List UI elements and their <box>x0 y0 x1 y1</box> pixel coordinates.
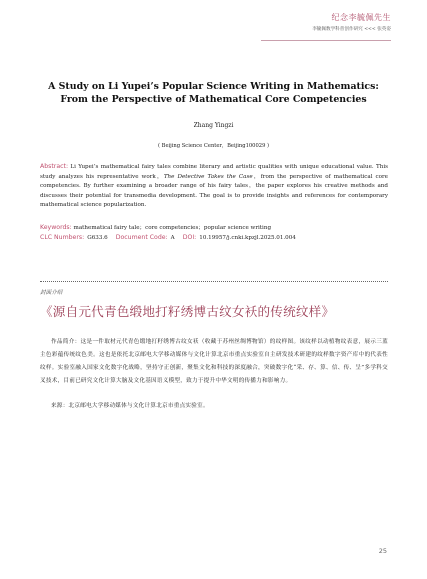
cover-artwork-title: 《源自元代青色缎地打籽绣博古纹女袄的传统纹样》 <box>40 304 335 319</box>
keywords-label: Keywords: <box>40 224 72 231</box>
running-header <box>312 12 391 32</box>
page-number: 25 <box>378 547 387 555</box>
keywords-text: mathematical fairy tale；core competencies；popular science writing <box>71 225 272 231</box>
dotted-divider <box>40 281 388 282</box>
author-name: Zhang Yingzi <box>193 122 234 129</box>
document-code-label: Document Code: <box>115 234 168 241</box>
doi-value: 10.19957/j.cnki.kpzjl.2025.01.004 <box>199 235 296 241</box>
cover-source: 来源：北京邮电大学移动媒体与文化计算北京市重点实验室。 <box>51 403 209 409</box>
abstract-text-start: Li Yupei’s mathematical fairy tales combine literary and artistic qualities with unique educational value. This study analyzes his representative work， <box>40 164 388 180</box>
abstract <box>40 162 388 211</box>
header-rule <box>261 40 391 41</box>
paper-title <box>40 80 387 106</box>
section-label: 封面介绍 <box>40 290 63 296</box>
running-header-title: 纪念李毓佩先生 <box>331 13 391 22</box>
paper-title-line-1: A Study on Li Yupei’s Popular Science Writing in Mathematics: <box>48 81 379 92</box>
classification-line <box>40 233 388 244</box>
abstract-label: Abstract: <box>40 163 69 170</box>
document-code-value: A <box>170 235 175 241</box>
clc-label: CLC Numbers: <box>40 234 85 241</box>
running-header-subtitle: 李毓佩数学科普创作研究 <<< 张英姿 <box>312 27 391 32</box>
abstract-text-end: ，from the perspective of mathematical core competencies. By further examining a broader range of his fairy tales，the paper explores his creative methods and discusses their potential for transmedia development. The goal is to provide insights and references for contemporary mathematical science popularization. <box>40 173 388 208</box>
paper-title-line-2: From the Perspective of Mathematical Core Competencies <box>60 94 367 105</box>
clc-value: G633.6 <box>87 235 108 241</box>
abstract-work-title: The Detective Takes the Case <box>163 173 253 180</box>
keywords <box>40 223 388 234</box>
author-affiliation: ( Beijing Science Center，Beijing100029 ) <box>157 143 270 149</box>
cover-introduction: 作品简介：这是一件取材元代青色缎地打籽绣博古纹女袄（收藏于苏州丝绸博物馆）的纹样图。该纹样以动植物纹表意，展示三蓝主色彩蕴传统纹色美。这也是依托北京邮电大学移动媒体与文化计算北京市重点实验室自主研发技术研建的纹样数字资产库中的代表性纹样。实验室融入国家文化数字化战略，坚持守正创新，聚集文化和科技的深度融合，突破数字化“采、存、算、信、传、呈”多学科交叉技术，目前已研究文化计算大脑及文化基因语义模型，致力于提升中华文明的传播力和影响力。 <box>40 339 388 384</box>
doi-label: DOI: <box>182 234 197 241</box>
